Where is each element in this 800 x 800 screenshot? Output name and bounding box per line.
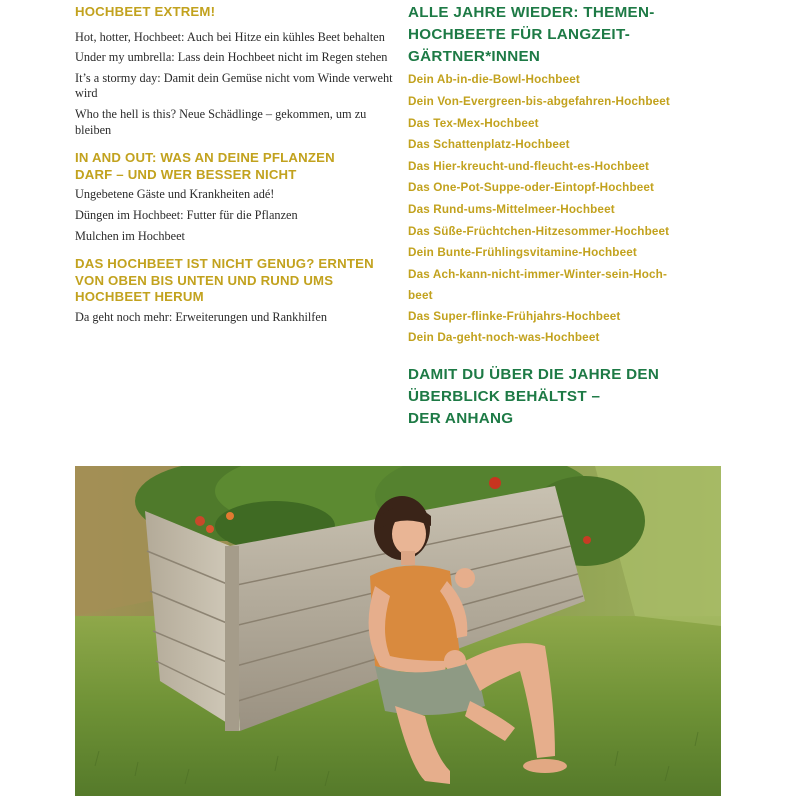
heading-line: GÄRTNER*INNEN [408,47,541,65]
photo-illustration [75,466,721,796]
toc-entry: Hot, hotter, Hochbeet: Auch bei Hitze ein kühles Beet behalten [75,29,385,44]
heading-line: ÜBERBLICK BEHÄLTST – [408,387,601,405]
theme-entry: Dein Da-geht-noch-was-Hochbeet [408,331,600,345]
toc-right-column [408,0,738,429]
theme-entry: Das Hier-kreucht-und-fleucht-es-Hochbeet [408,159,650,173]
theme-entry: Dein Bunte-Frühlingsvitamine-Hochbeet [408,246,637,260]
section-heading-in-and-out: IN AND OUT: WAS AN DEINE PFLANZEN DARF – UND WER BESSER NICHT [75,150,335,182]
toc-entry: Düngen im Hochbeet: Futter für die Pflanzen [75,207,298,222]
toc-entry: It’s a stormy day: Damit dein Gemüse nicht vom Winde verweht wird [75,70,393,101]
bed-corner-post [225,546,239,731]
toc-entry: Da geht noch mehr: Erweiterungen und Rankhilfen [75,309,328,324]
wrapped-line: Das Ach-kann-nicht-immer-Winter-sein-Hoch- [408,267,668,281]
heading-line: HOCHBEETE FÜR LANGZEIT- [408,25,631,43]
section-heading-anhang [408,364,738,429]
theme-entry: Das Rund-ums-Mittelmeer-Hochbeet [408,202,615,216]
section-heading-hochbeet-nicht-genug: DAS HOCHBEET IST NICHT GENUG? ERNTEN VON OBEN BIS UNTEN UND RUND UMS HOCHBEET HERUM [75,256,374,305]
heading-line: ALLE JAHRE WIEDER: THEMEN- [408,4,655,21]
theme-entry: Das One-Pot-Suppe-oder-Eintopf-Hochbeet [408,181,655,195]
toc-entry: Ungebetene Gäste und Krankheiten adé! [75,187,275,202]
theme-entry: Das Super-flinke-Frühjahrs-Hochbeet [408,309,621,323]
theme-entry: Das Schattenplatz-Hochbeet [408,138,570,152]
garden-photo [75,466,721,796]
theme-entry: Das Süße-Früchtchen-Hitzesommer-Hochbeet [408,224,670,238]
toc-left-column [75,0,395,326]
heading-line: DER ANHANG [408,409,514,427]
theme-entry: Dein Ab-in-die-Bowl-Hochbeet [408,73,580,87]
theme-entry-wrapped [408,264,738,306]
section-heading-hochbeet-extrem: HOCHBEET EXTREM! [75,4,216,19]
toc-entry: Mulchen im Hochbeet [75,228,185,243]
toc-entry: Who the hell is this? Neue Schädlinge – gekommen, um zu bleiben [75,106,367,137]
wrapped-line: beet [408,288,433,302]
heading-line: DAMIT DU ÜBER DIE JAHRE DEN [408,365,660,383]
theme-entry: Dein Von-Evergreen-bis-abgefahren-Hochbeet [408,94,670,108]
toc-entry: Under my umbrella: Lass dein Hochbeet nicht im Regen stehen [75,50,388,65]
theme-entry: Das Tex-Mex-Hochbeet [408,116,539,130]
section-heading-themen-hochbeete [408,2,738,67]
